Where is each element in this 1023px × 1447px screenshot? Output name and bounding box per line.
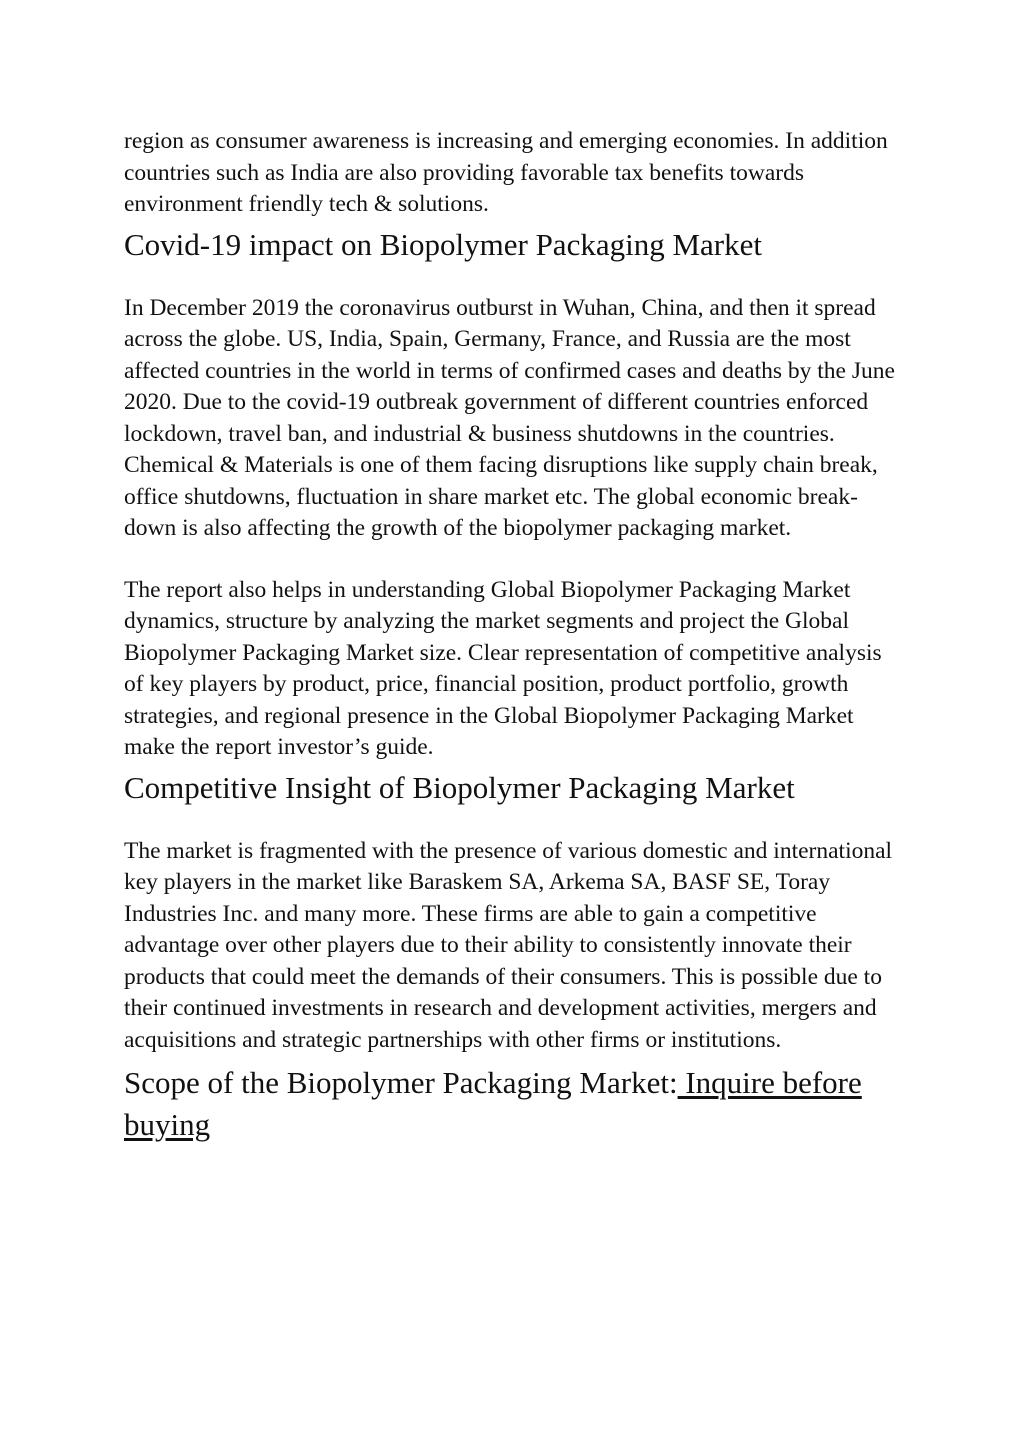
scope-heading [124,1062,904,1146]
inquire-before-buying-link[interactable]: Inquire before buying [124,1065,862,1142]
spacer [124,263,904,293]
covid-heading: Covid-19 impact on Biopolymer Packaging Market [124,226,762,262]
intro-paragraph: region as consumer awareness is increasing and emerging economies. In addition countries such as India are also providing favorable tax benefits towards environment friendly tech & solutions. [124,128,888,217]
covid-paragraph-1: In December 2019 the coronavirus outburst in Wuhan, China, and then it spread across the globe. US, India, Spain, Germany, France, and Russia are the most affected countries in the world in terms of confirmed cases and deaths by the June 2020. Due to the covid-19 outbreak government of different countries enforced lockdown, travel ban, and industrial & business shutdowns in the countries. Chemical & Materials is one of them facing disruptions like supply chain break, office shutdowns, fluctuation in share market etc. The global economic break-down is also affecting the growth of the biopolymer packaging market. [124,294,895,541]
spacer [124,806,904,836]
covid-paragraph-2: The report also helps in understanding Global Biopolymer Packaging Market dynamics, structure by analyzing the market segments and project the Global Biopolymer Packaging Market size. Clear representation of competitive analysis of key players by product, price, financial position, product portfolio, growth strategies, and regional presence in the Global Biopolymer Packaging Market make the report investor’s guide. [124,576,882,760]
competitive-paragraph: The market is fragmented with the presence of various domestic and international key players in the market like Baraskem SA, Arkema SA, BASF SE, Toray Industries Inc. and many more. These firms are able to gain a competitive advantage over other players due to their ability to consistently innovate their products that could meet the demands of their consumers. This is possible due to their continued investments in research and development activities, mergers and acquisitions and strategic partnerships with other firms or institutions. [124,837,893,1053]
scope-heading-text: Scope of the Biopolymer Packaging Market: [124,1065,678,1100]
spacer [124,545,904,575]
document-page [124,126,904,1146]
competitive-heading: Competitive Insight of Biopolymer Packaging Market [124,769,795,805]
